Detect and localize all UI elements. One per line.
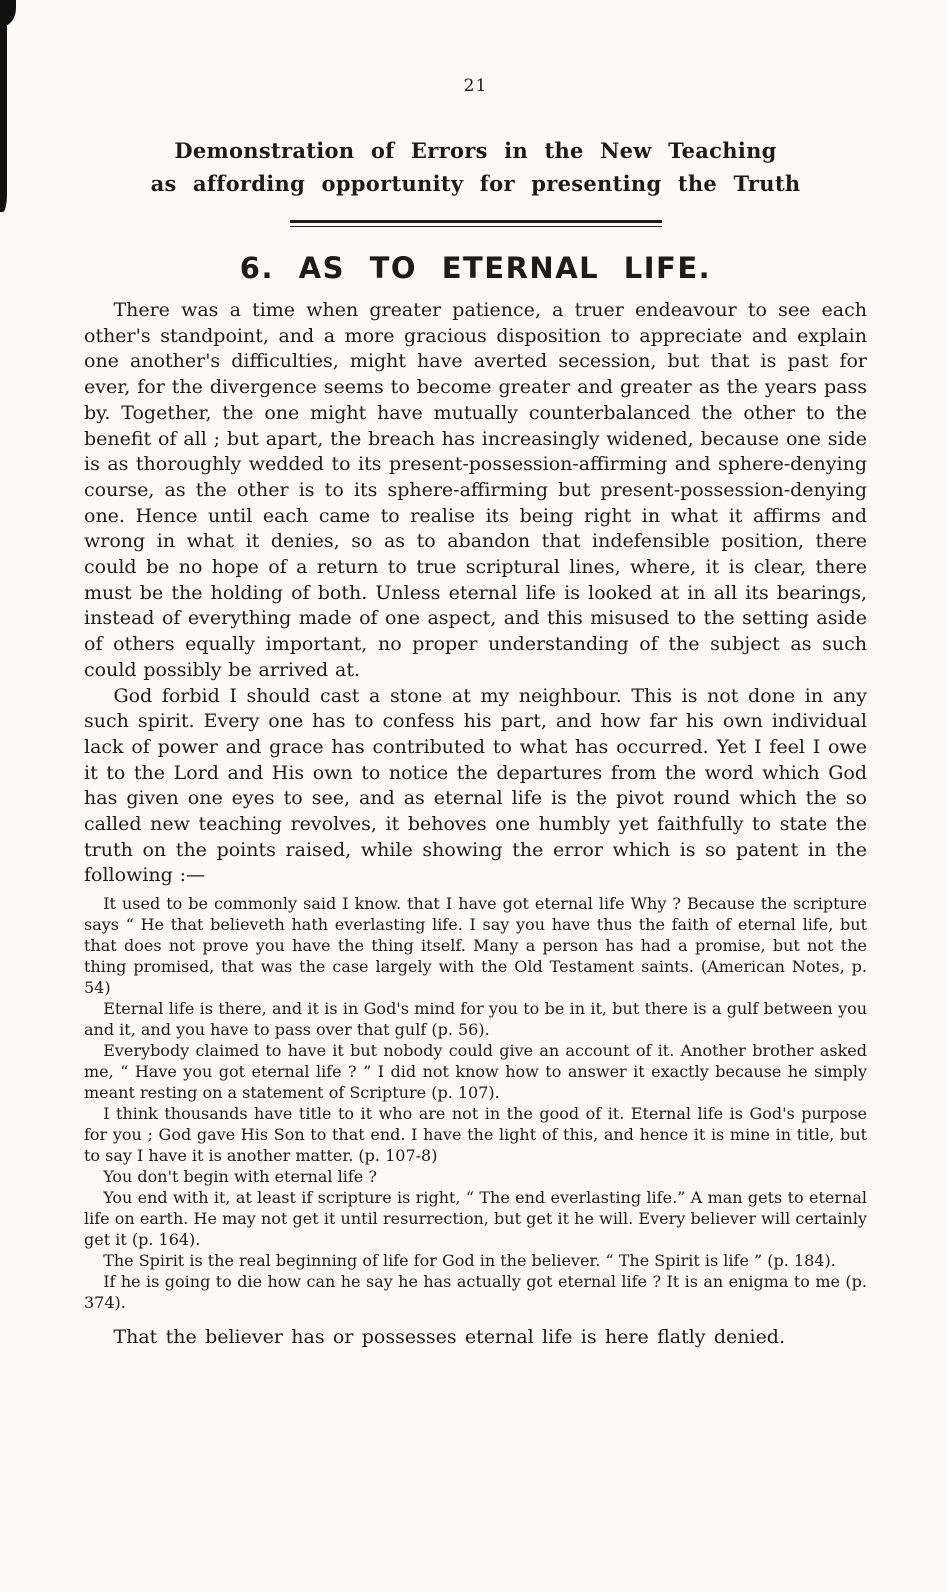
page-number: 21: [463, 76, 488, 96]
scan-edge-artifact: [0, 0, 7, 212]
scan-corner-artifact: [0, 0, 16, 26]
running-head-line-1: Demonstration of Errors in the New Teaching: [174, 138, 777, 163]
running-head-line-2: as affording opportunity for presenting the Truth: [150, 171, 801, 196]
quote-paragraph: It used to be commonly said I know. that I have got eternal life Why ? Because the scripture says “ He that believeth hath everlasting life. I say you have thus the faith of eternal life, but that does not prove you have the thing itself. Many a person has had a promise, but not the thing promised, that was the case largely with the Old Testament saints. (American Notes, p. 54): [84, 894, 867, 998]
quote-paragraph: Eternal life is there, and it is in God's mind for you to be in it, but there is a gulf between you and it, and you have to pass over that gulf (p. 56).: [84, 999, 867, 1040]
body-paragraph: There was a time when greater patience, a truer endeavour to see each other's standpoint, and a more gracious disposition to appreciate and explain one another's difficulties, might have averted secession, but that is past for ever, for the divergence seems to become greater and greater as the years pass by. Together, the one might have mutually counterbalanced the other to the benefit of all ; but apart, the breach has increasingly widened, because one side is as thoroughly wedded to its present-possession-affirming and sphere-denying course, as the other is to its sphere-affirming but present-possession-denying one. Hence until each came to realise its being right in what it affirms and wrong in what it denies, so as to abandon that indefensible position, there could be no hope of a return to true scriptural lines, where, it is clear, there must be the holding of both. Unless eternal life is looked at in all its bearings, instead of everything made of one aspect, and this misused to the setting aside of others equally important, no proper understanding of the subject as such could possibly be arrived at.: [84, 299, 867, 681]
quote-paragraph: I think thousands have title to it who are not in the good of it. Eternal life is God's purpose for you ; God gave His Son to that end. I have the light of this, and hence it is mine in title, but to say I have it is another matter. (p. 107-8): [84, 1104, 867, 1166]
quote-paragraph: You end with it, at least if scripture is right, “ The end everlasting life.” A man gets to eternal life on earth. He may not get it until resurrection, but get it he will. Every believer will certainly get it (p. 164).: [84, 1188, 867, 1250]
divider-double-rule: [290, 220, 662, 227]
body-paragraph: God forbid I should cast a stone at my neighbour. This is not done in any such spirit. Every one has to confess his part, and how far his own individual lack of power and grace has contributed to what has occurred. Yet I feel I owe it to the Lord and His own to notice the departures from the word which God has given one eyes to see, and as eternal life is the pivot round which the so called new teaching revolves, it behoves one humbly yet faithfully to state the truth on the points raised, while showing the error which is so patent in the following :—: [84, 684, 867, 887]
quote-paragraph: You don't begin with eternal life ?: [103, 1167, 377, 1187]
quotation-block: [84, 893, 867, 1313]
quote-paragraph: Everybody claimed to have it but nobody could give an account of it. Another brother asked me, “ Have you got eternal life ? ” I did not know how to answer it exactly because he simply meant resting on a statement of Scripture (p. 107).: [84, 1041, 867, 1103]
section-heading: 6. AS TO ETERNAL LIFE.: [239, 251, 712, 285]
closing-line: That the believer has or possesses eternal life is here flatly denied.: [113, 1326, 786, 1349]
quote-paragraph: If he is going to die how can he say he has actually got eternal life ? It is an enigma to me (p. 374).: [84, 1272, 867, 1313]
quote-paragraph: The Spirit is the real beginning of life for God in the believer. “ The Spirit is life ” (p. 184).: [103, 1251, 836, 1271]
running-head: [84, 134, 867, 200]
